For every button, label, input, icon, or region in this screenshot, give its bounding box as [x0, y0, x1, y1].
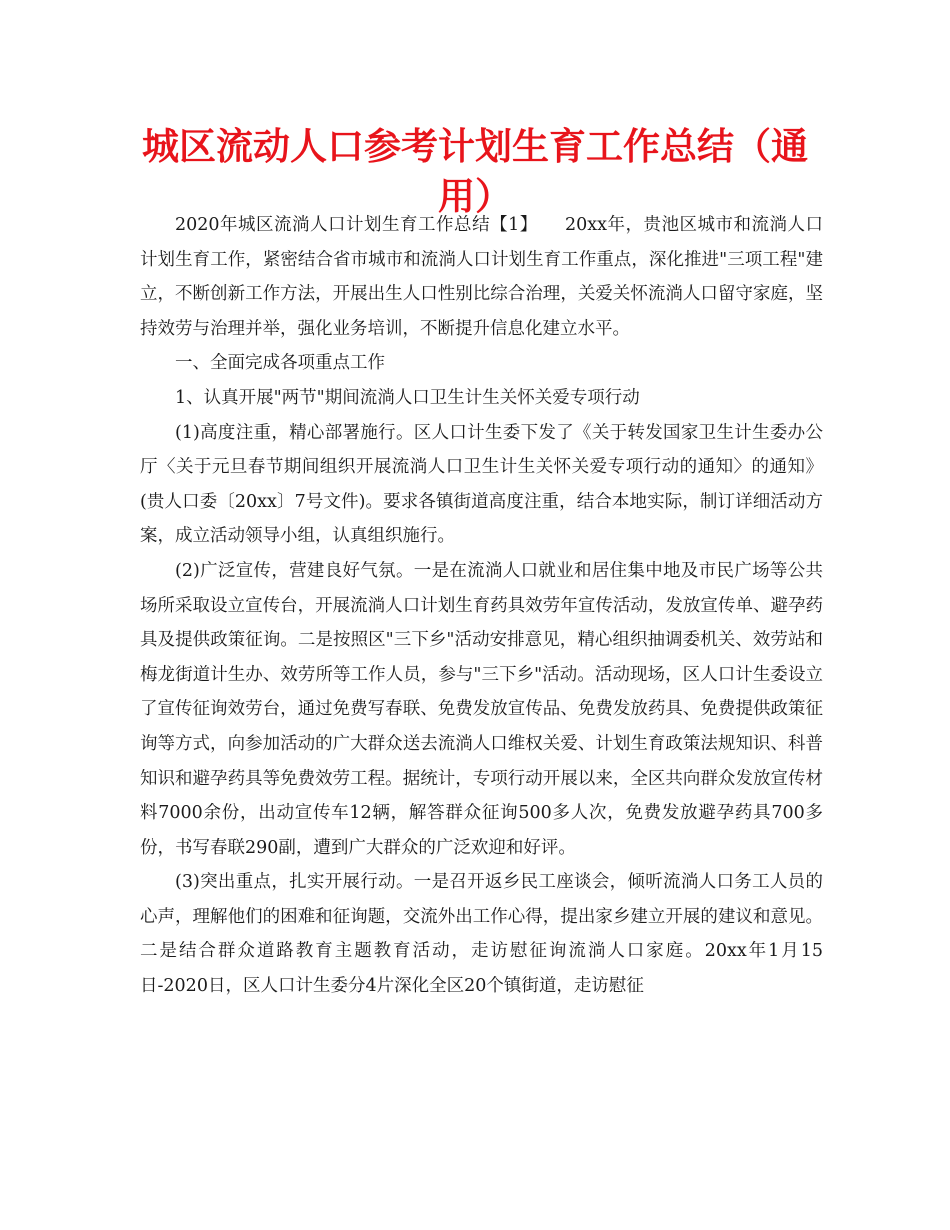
document-title: 城区流动人口参考计划生育工作总结（通用）: [142, 125, 808, 218]
paragraph-item-1: (1)高度注重，精心部署施行。区人口计生委下发了《关于转发国家卫生计生委办公厅〈关于元旦春节期间组织开展流淌人口卫生计生关怀关爱专项行动的通知〉的通知》(贵人口委〔20xx〕7号文件)。要求各镇街道高度注重，结合本地实际，制订详细活动方案，成立活动领导小组，认真组织施行。: [140, 422, 823, 547]
heading-section-1: 一、全面完成各项重点工作: [175, 353, 385, 374]
heading-subsection-1: 1、认真开展"两节"期间流淌人口卫生计生关怀关爱专项行动: [175, 387, 640, 408]
paragraph-intro: 2020年城区流淌人口计划生育工作总结【1】 20xx年，贵池区城市和流淌人口计划生育工作，紧密结合省市城市和流淌人口计划生育工作重点，深化推进"三项工程"建立，不断创新工作方法，开展出生人口性别比综合治理，关爱关怀流淌人口留守家庭，坚持效劳与治理并举，强化业务培训，不断提升信息化建立水平。: [140, 215, 823, 339]
paragraph-item-2: (2)广泛宣传，营建良好气氛。一是在流淌人口就业和居住集中地及市民广场等公共场所采取设立宣传台，开展流淌人口计划生育药具效劳年宣传活动，发放宣传单、避孕药具及提供政策征询。二是按照区"三下乡"活动安排意见，精心组织抽调委机关、效劳站和梅龙街道计生办、效劳所等工作人员，参与"三下乡"活动。活动现场，区人口计生委设立了宣传征询效劳台，通过免费写春联、免费发放宣传品、免费发放药具、免费提供政策征询等方式，向参加活动的广大群众送去流淌人口维权关爱、计划生育政策法规知识、科普知识和避孕药具等免费效劳工程。据统计，专项行动开展以来，全区共向群众发放宣传材料7000余份，出动宣传车12辆，解答群众征询500多人次，免费发放避孕药具700多份，书写春联290副，遭到广大群众的广泛欢迎和好评。: [140, 560, 823, 858]
paragraph-item-3: (3)突出重点，扎实开展行动。一是召开返乡民工座谈会，倾听流淌人口务工人员的心声，理解他们的困难和征询题，交流外出工作心得，提出家乡建立开展的建议和意见。二是结合群众道路教育主题教育活动，走访慰征询流淌人口家庭。20xx年1月15日-2020日，区人口计生委分4片深化全区20个镇街道，走访慰征: [140, 872, 823, 997]
document-body: [140, 208, 823, 1004]
